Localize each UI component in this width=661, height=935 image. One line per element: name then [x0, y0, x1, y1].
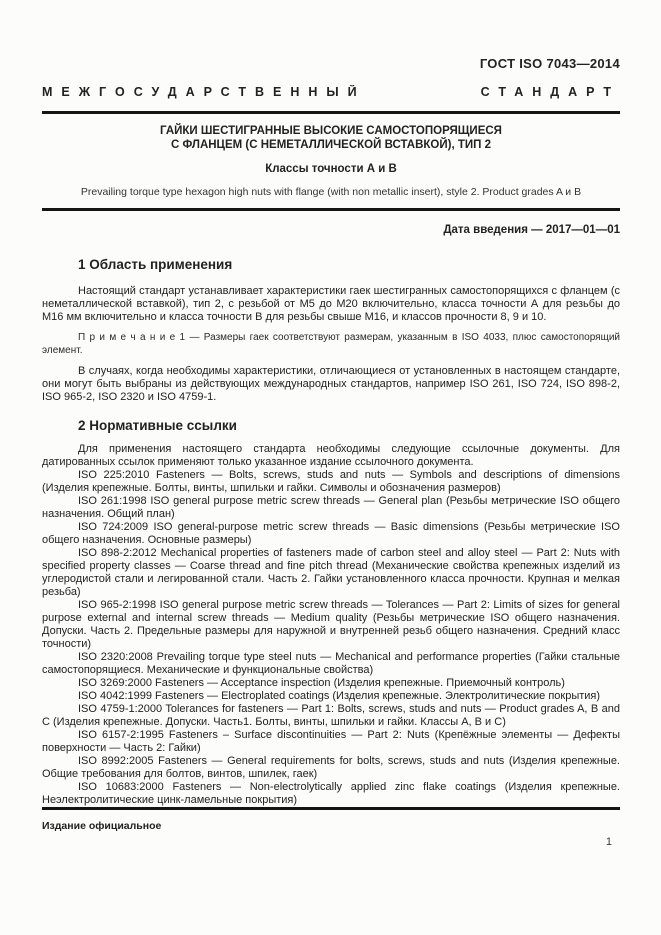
reference-item: ISO 3269:2000 Fasteners — Acceptance inspection (Изделия крепежные. Приемочный контроль) — [78, 677, 565, 689]
reference-item: ISO 261:1998 ISO general purpose metric screw threads — General plan (Резьбы метрические ISO общего назначения. Общий план) — [42, 495, 620, 520]
reference-item: ISO 2320:2008 Prevailing torque type steel nuts — Mechanical and performance properties (Гайки стальные самостопорящиеся. Механические и функциональные свойства) — [42, 651, 620, 676]
reference-item: ISO 4042:1999 Fasteners — Electroplated coatings (Изделия крепежные. Электролитические покрытия) — [78, 690, 601, 702]
page-number: 1 — [605, 836, 612, 848]
document-title — [42, 125, 620, 152]
reference-item: ISO 6157-2:1995 Fasteners – Surface discontinuities — Part 2: Nuts (Крепёжные элементы — Дефекты поверхности — Часть 2: Гайки) — [42, 729, 620, 754]
reference-item: ISO 4759-1:2000 Tolerances for fasteners — Part 1: Bolts, screws, studs and nuts — Product grades A, B and C (Изделия крепежные. Допуски. Часть1. Болты, винты, шпильки и гайки. Классы А, В и С) — [42, 703, 620, 728]
divider-top — [42, 111, 620, 114]
references-list — [42, 443, 620, 807]
divider-middle — [42, 208, 620, 211]
document-title-english: Prevailing torque type hexagon high nuts with flange (with non metallic insert), style 2. Product grades A и B — [80, 186, 582, 198]
title-line-1: ГАЙКИ ШЕСТИГРАННЫЕ ВЫСОКИЕ САМОСТОПОРЯЩИЕСЯ — [160, 125, 502, 137]
divider-bottom — [42, 807, 620, 810]
section-1-paragraph-2: В случаях, когда необходимы характеристики, отличающиеся от установленных в настоящем стандарте, они могут быть выбраны из действующих международных стандартов, например ISO 261, ISO 724, ISO 898-2, ISO 965-2, ISO 2320 и ISO 4759-1. — [42, 365, 620, 403]
reference-item: ISO 724:2009 ISO general-purpose metric screw threads — Basic dimensions (Резьбы метрические ISO общего назначения. Основные размеры) — [42, 521, 620, 546]
official-edition-note: Издание официальное — [42, 820, 162, 832]
reference-item: ISO 225:2010 Fasteners — Bolts, screws, studs and nuts — Symbols and descriptions of dimensions (Изделия крепежные. Болты, винты, шпильки и гайки. Символы и обозначения размеров) — [42, 469, 620, 494]
reference-item: ISO 965-2:1998 ISO general purpose metric screw threads — Tolerances — Part 2: Limits of sizes for general purpose external and internal screw threads — Medium quality (Резьбы метрические ISO общего назначения. Допуски. Часть 2. Предельные размеры для наружной и внутренней резьб общего назначения. Средний класс точности) — [42, 599, 620, 650]
section-1-heading: 1 Область применения — [78, 257, 233, 272]
section-1-note: П р и м е ч а н и е 1 — Размеры гаек соответствуют размерам, указанным в ISO 4033, плюс самостопорящий элемент. — [42, 332, 620, 356]
title-line-2: С ФЛАНЦЕМ (С НЕМЕТАЛЛИЧЕСКОЙ ВСТАВКОЙ), ТИП 2 — [171, 138, 491, 151]
effective-date: Дата введения — 2017—01—01 — [443, 224, 620, 236]
standard-code: ГОСТ ISO 7043—2014 — [479, 56, 620, 71]
reference-item: ISO 10683:2000 Fasteners — Non-electrolytically applied zinc flake coatings (Изделия крепежные. Неэлектролитические цинк-ламельные покрытия) — [42, 781, 620, 806]
reference-item: ISO 8992:2005 Fasteners — General requirements for bolts, screws, studs and nuts (Изделия крепежные. Общие требования для болтов, винтов, шпилек, гаек) — [42, 755, 620, 780]
section-2-heading: 2 Нормативные ссылки — [78, 418, 237, 433]
reference-item: ISO 898-2:2012 Mechanical properties of fasteners made of carbon steel and alloy steel — Part 2: Nuts with specified property classes — Coarse thread and fine pitch thread (Механические свойства крепежных изделий из углеродистой стали и легированной стали. Часть 2. Гайки установленного класса прочности. Крупная и мелкая резьба) — [42, 547, 620, 598]
document-subtitle: Классы точности А и В — [265, 163, 397, 175]
section-1-paragraph-1: Настоящий стандарт устанавливает характеристики гаек шестигранных самостопорящихся с фланцем (с неметаллической вставкой), тип 2, с резьбой от М5 до М20 включительно, класса точности А для резьбы до М16 мм включительно и класса точности В для резьбы свыше М16, и классов прочности 8, 9 и 10. — [42, 285, 620, 323]
references-intro: Для применения настоящего стандарта необходимы следующие ссылочные документы. Для датированных ссылок применяют только указанное издание ссылочного документа. — [42, 443, 620, 468]
standard-type-line: МЕЖГОСУДАРСТВЕННЫЙ СТАНДАРТ — [42, 85, 620, 99]
